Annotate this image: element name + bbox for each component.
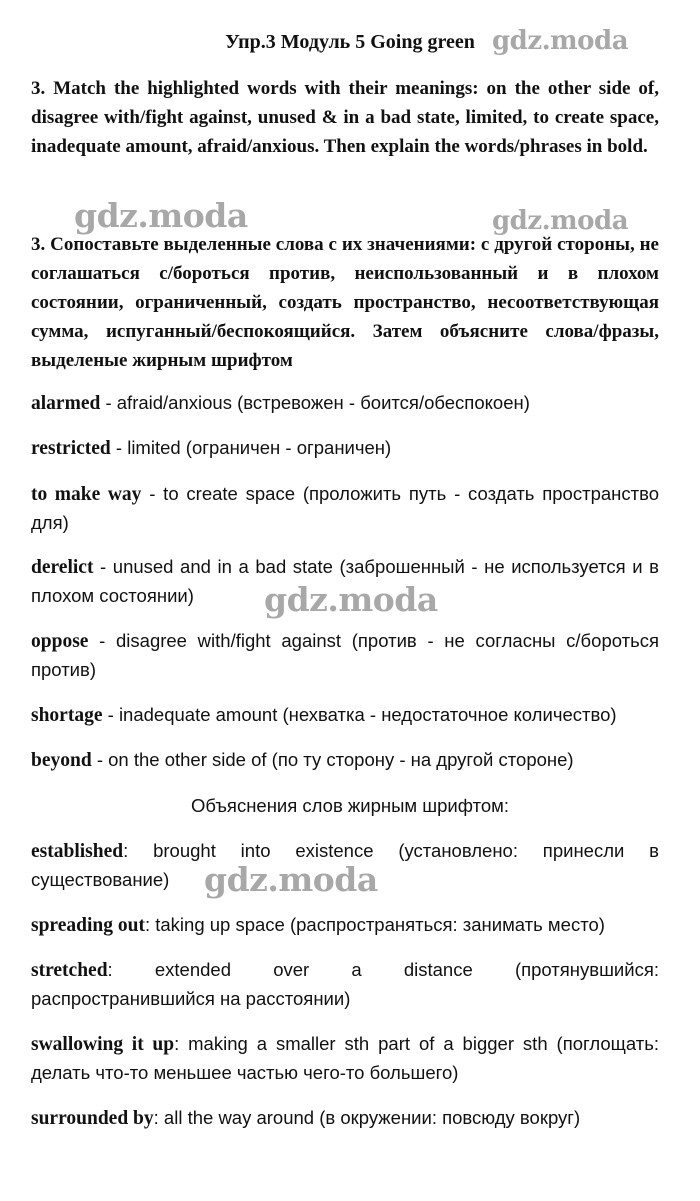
watermark-logo: gdz.moda bbox=[204, 860, 378, 899]
match-item bbox=[31, 701, 659, 730]
match-meaning: - limited (ограничен - ограничен) bbox=[110, 437, 392, 458]
match-item bbox=[31, 746, 659, 775]
match-meaning: - unused and in a bad state (заброшенный - не используется и в плохом состоянии) bbox=[31, 556, 659, 606]
page-title: Упр.3 Модуль 5 Going green bbox=[225, 31, 475, 53]
watermark-logo: gdz.moda bbox=[492, 206, 629, 236]
explanation-term: surrounded by bbox=[31, 1108, 154, 1129]
explanation-meaning: : making a smaller sth part of a bigger sth (поглощать: делать что-то меньшее частью чего-то большего) bbox=[31, 1033, 660, 1083]
match-item bbox=[31, 434, 659, 463]
explanation-item bbox=[31, 1104, 659, 1133]
match-meaning: - on the other side of (по ту сторону - на другой стороне) bbox=[91, 749, 574, 770]
match-meaning: - disagree with/fight against (против - не согласны с/бороться против) bbox=[31, 630, 659, 680]
match-meaning: - inadequate amount (нехватка - недостаточное количество) bbox=[102, 704, 617, 725]
watermark-logo: gdz.moda bbox=[74, 196, 248, 235]
match-term: derelict bbox=[31, 557, 94, 578]
match-item bbox=[31, 553, 659, 610]
explanation-item bbox=[31, 911, 659, 940]
explanation-term: stretched bbox=[31, 960, 108, 981]
explanation-meaning: : extended over a distance (протянувшийся: распространившийся на расстоянии) bbox=[31, 959, 659, 1009]
explanation-meaning: : taking up space (распространяться: занимать место) bbox=[144, 914, 605, 935]
match-term: beyond bbox=[31, 750, 92, 771]
match-item bbox=[31, 480, 659, 537]
explanation-term: swallowing it up bbox=[31, 1034, 175, 1055]
explanation-item bbox=[31, 956, 659, 1013]
match-term: oppose bbox=[31, 631, 89, 652]
match-term: restricted bbox=[31, 438, 111, 459]
task-russian: 3. Сопоставьте выделенные слова с их значениями: с другой стороны, не соглашаться с/бороться против, неиспользованный и в плохом состоянии, ограниченный, создать пространство, несоответствующая сумма, испуганный/беспокоящийся. Затем объясните слова/фразы, выделеные жирным шрифтом bbox=[31, 234, 659, 371]
explanation-term: established bbox=[31, 841, 124, 862]
match-item bbox=[31, 627, 659, 684]
explanation-meaning: : brought into existence (установлено: принесли в существование) bbox=[31, 840, 659, 890]
match-term: to make way bbox=[31, 484, 142, 505]
explanations-heading: Объяснения слов жирным шрифтом: bbox=[191, 795, 509, 816]
watermark-logo: gdz.moda bbox=[264, 580, 438, 619]
explanation-item bbox=[31, 837, 659, 894]
explanation-meaning: : all the way around (в окружении: повсюду вокруг) bbox=[153, 1107, 581, 1128]
task-english: 3. Match the highlighted words with their meanings: on the other side of, disagree with/fight against, unused & in a bad state, limited, to create space, inadequate amount, afraid/anxious. Then explain the words/phrases in bold. bbox=[31, 78, 659, 157]
watermark-logo: gdz.moda bbox=[492, 26, 629, 56]
explanation-term: spreading out bbox=[31, 915, 145, 936]
match-item bbox=[31, 389, 659, 418]
match-term: alarmed bbox=[31, 393, 101, 414]
match-meaning: - afraid/anxious (встревожен - боится/обеспокоен) bbox=[100, 392, 530, 413]
explanation-item bbox=[31, 1030, 659, 1087]
match-term: shortage bbox=[31, 705, 103, 726]
match-meaning: - to create space (проложить путь - создать пространство для) bbox=[31, 483, 659, 533]
